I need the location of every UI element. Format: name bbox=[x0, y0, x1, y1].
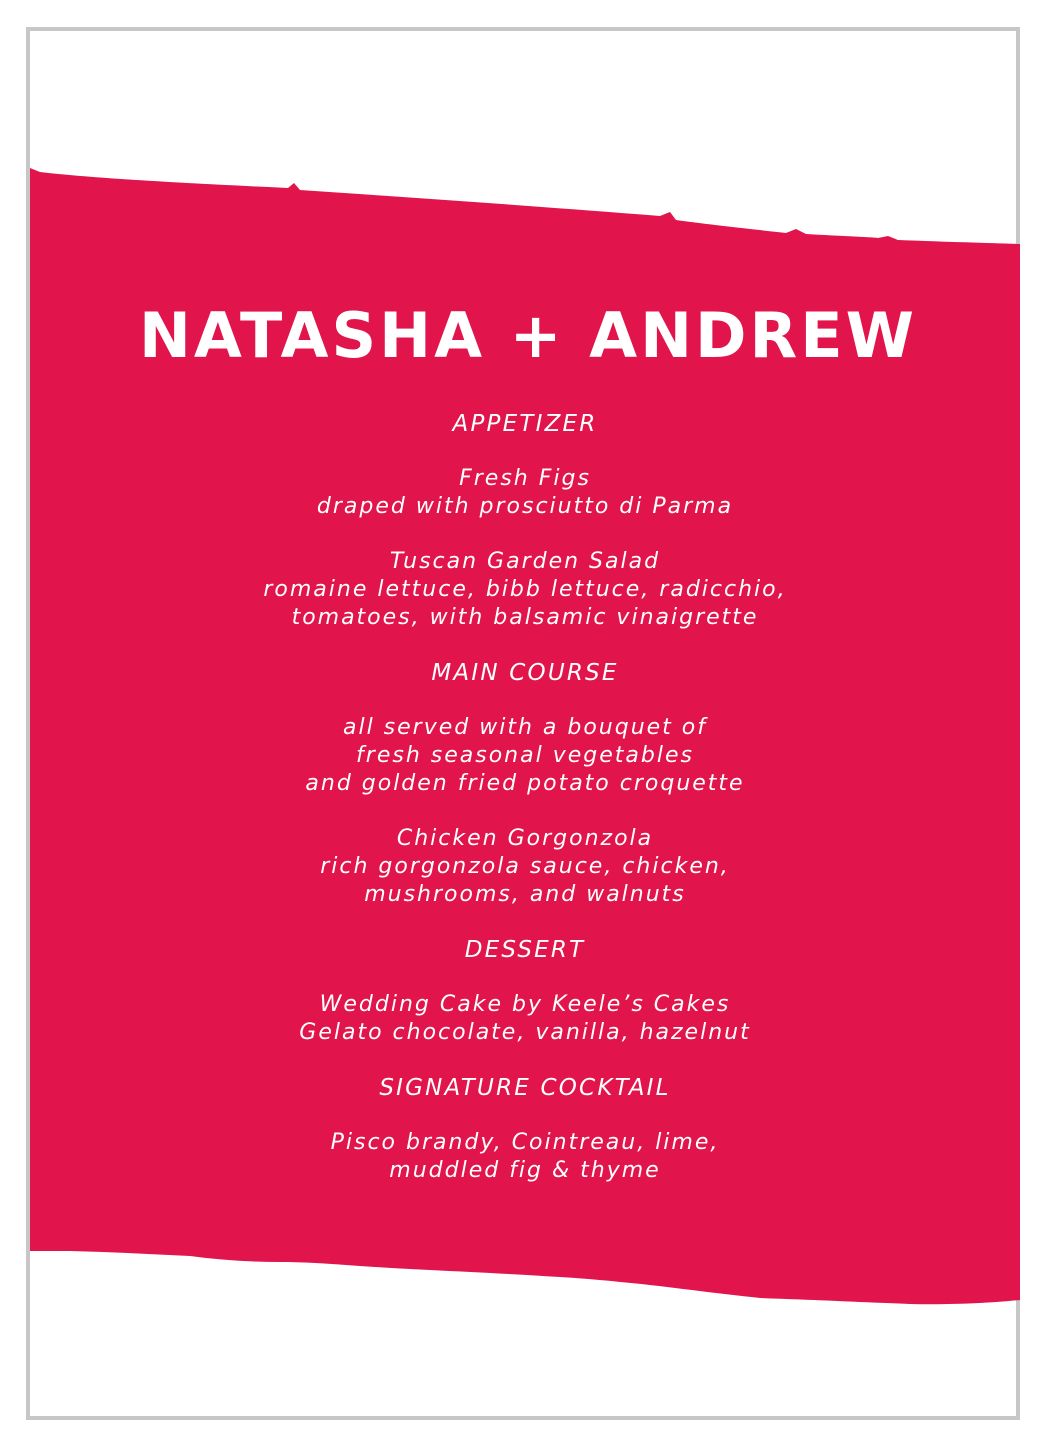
menu-item-line: Fresh Figs bbox=[459, 466, 591, 491]
menu-item-line: fresh seasonal vegetables bbox=[356, 743, 694, 768]
menu-item-line: and golden fried potato croquette bbox=[305, 771, 745, 796]
menu-item-line: Pisco brandy, Cointreau, lime, bbox=[330, 1130, 720, 1155]
menu-item-line: draped with prosciutto di Parma bbox=[316, 494, 734, 519]
menu-item-line: Gelato chocolate, vanilla, hazelnut bbox=[299, 1020, 751, 1045]
menu-item-line: rich gorgonzola sauce, chicken, bbox=[320, 854, 730, 879]
section-heading-appetizer: APPETIZER bbox=[452, 411, 598, 437]
menu-content bbox=[30, 300, 1020, 1185]
menu-item-line: romaine lettuce, bibb lettuce, radicchio, bbox=[263, 577, 787, 602]
section-heading-main-course: MAIN COURSE bbox=[431, 660, 619, 686]
menu-item-line: Tuscan Garden Salad bbox=[389, 549, 661, 574]
section-heading-dessert: DESSERT bbox=[464, 937, 586, 963]
section-heading-signature-cocktail: SIGNATURE COCKTAIL bbox=[379, 1075, 671, 1101]
menu-item-line: all served with a bouquet of bbox=[342, 715, 708, 740]
menu-item-line: Wedding Cake by Keele’s Cakes bbox=[319, 992, 731, 1017]
menu-item-line: muddled fig & thyme bbox=[389, 1158, 661, 1183]
couple-names: NATASHA + ANDREW bbox=[139, 299, 917, 372]
menu-item-line: Chicken Gorgonzola bbox=[396, 826, 654, 851]
menu-item-line: tomatoes, with balsamic vinaigrette bbox=[291, 605, 759, 630]
menu-item-line: mushrooms, and walnuts bbox=[364, 882, 686, 907]
